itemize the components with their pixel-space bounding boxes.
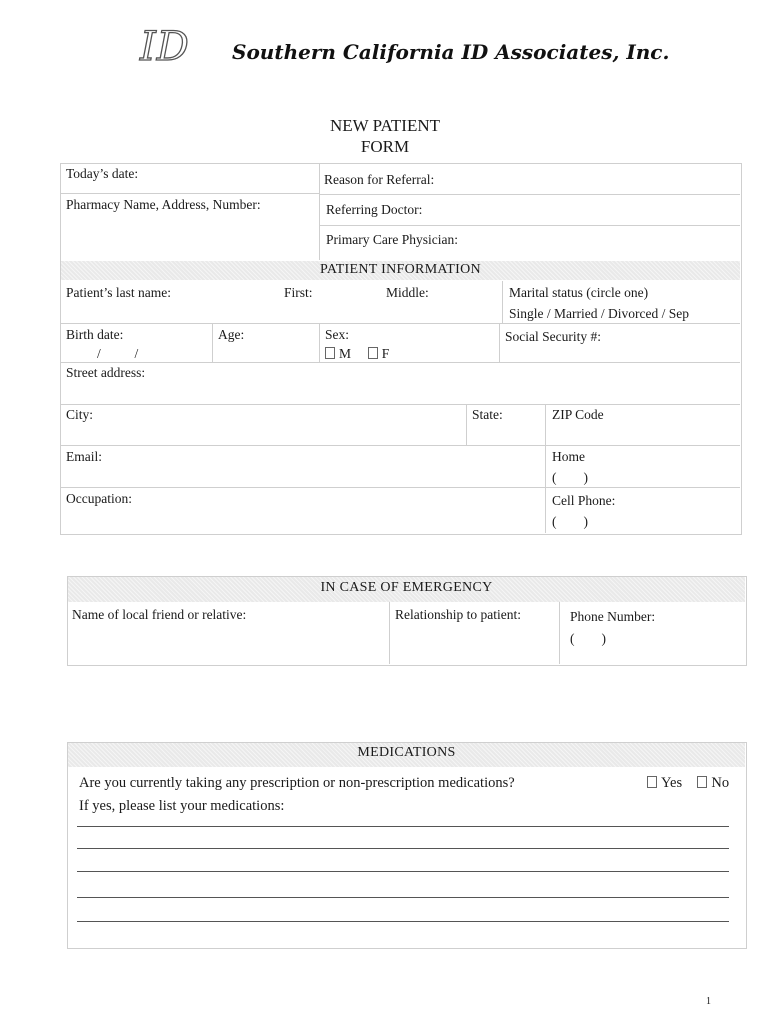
form-title xyxy=(300,115,470,157)
marital-status-label: Marital status (circle one) xyxy=(509,285,649,300)
ssn-field[interactable]: Social Security #: xyxy=(505,329,601,344)
divider xyxy=(389,602,390,664)
emergency-phone-field[interactable]: ( ) xyxy=(570,631,606,646)
emergency-title: IN CASE OF EMERGENCY xyxy=(320,580,493,595)
referring-doctor-field[interactable]: Referring Doctor: xyxy=(326,202,423,217)
primary-care-field[interactable]: Primary Care Physician: xyxy=(326,232,458,247)
middle-name-field[interactable]: Middle: xyxy=(386,285,429,300)
divider xyxy=(61,404,740,405)
emergency-name-field[interactable]: Name of local friend or relative: xyxy=(72,607,247,622)
medication-write-line[interactable] xyxy=(77,848,729,849)
sex-label: Sex: xyxy=(325,327,350,342)
medications-list-prompt: If yes, please list your medications: xyxy=(79,798,285,814)
divider xyxy=(61,445,740,446)
yes-checkbox[interactable] xyxy=(647,776,657,788)
medications-yes-no xyxy=(647,775,729,792)
todays-date-field[interactable]: Today’s date: xyxy=(66,166,139,181)
medication-write-line[interactable] xyxy=(77,826,729,827)
medication-write-line[interactable] xyxy=(77,897,729,898)
divider xyxy=(545,405,546,533)
divider xyxy=(319,164,320,260)
cell-phone-field[interactable]: ( ) xyxy=(552,514,588,529)
medications-title: MEDICATIONS xyxy=(357,745,456,760)
divider xyxy=(61,323,740,324)
company-name: Southern California ID Associates, Inc. xyxy=(232,40,670,64)
divider xyxy=(319,324,320,362)
emergency-relationship-field[interactable]: Relationship to patient: xyxy=(395,607,521,622)
medications-table xyxy=(67,742,747,949)
page-number: 1 xyxy=(706,996,711,1007)
city-field[interactable]: City: xyxy=(66,407,94,422)
divider xyxy=(61,362,740,363)
last-name-field[interactable]: Patient’s last name: xyxy=(66,285,171,300)
home-phone-label: Home xyxy=(552,449,585,464)
patient-info-title: PATIENT INFORMATION xyxy=(320,262,481,277)
no-checkbox[interactable] xyxy=(697,776,707,788)
marital-status-options[interactable]: Single / Married / Divorced / Sep xyxy=(509,306,689,321)
reason-for-referral-field[interactable]: Reason for Referral: xyxy=(324,172,435,187)
pharmacy-field[interactable]: Pharmacy Name, Address, Number: xyxy=(66,197,261,212)
home-phone-field[interactable]: ( ) xyxy=(552,470,588,485)
patient-form-table xyxy=(60,163,742,535)
medications-question: Are you currently taking any prescription or non-prescription medications? xyxy=(79,775,515,791)
state-field[interactable]: State: xyxy=(472,407,503,422)
emergency-phone-label: Phone Number: xyxy=(570,609,656,624)
no-label: No xyxy=(711,775,730,791)
company-logo: ID xyxy=(140,24,190,70)
age-field[interactable]: Age: xyxy=(218,327,245,342)
divider xyxy=(466,405,467,445)
divider xyxy=(320,194,740,195)
divider xyxy=(320,225,740,226)
occupation-field[interactable]: Occupation: xyxy=(66,491,132,506)
email-field[interactable]: Email: xyxy=(66,449,102,464)
male-checkbox[interactable] xyxy=(325,347,335,359)
divider xyxy=(61,487,740,488)
medication-write-line[interactable] xyxy=(77,871,729,872)
sex-options xyxy=(325,346,389,362)
divider xyxy=(61,193,319,194)
birth-date-slashes: / / xyxy=(97,346,139,361)
divider xyxy=(502,281,503,324)
medication-write-line[interactable] xyxy=(77,921,729,922)
cell-phone-label: Cell Phone: xyxy=(552,493,616,508)
birth-date-field[interactable]: Birth date: xyxy=(66,327,124,342)
yes-label: Yes xyxy=(661,775,683,791)
male-label: M xyxy=(339,346,352,361)
street-address-field[interactable]: Street address: xyxy=(66,365,146,380)
divider xyxy=(212,324,213,362)
divider xyxy=(499,324,500,362)
divider xyxy=(559,602,560,664)
female-checkbox[interactable] xyxy=(368,347,378,359)
form-title-line2: FORM xyxy=(360,137,410,156)
zip-field[interactable]: ZIP Code xyxy=(552,407,604,422)
form-title-line1: NEW PATIENT xyxy=(329,116,441,135)
female-label: F xyxy=(381,346,390,361)
first-name-field[interactable]: First: xyxy=(284,285,313,300)
